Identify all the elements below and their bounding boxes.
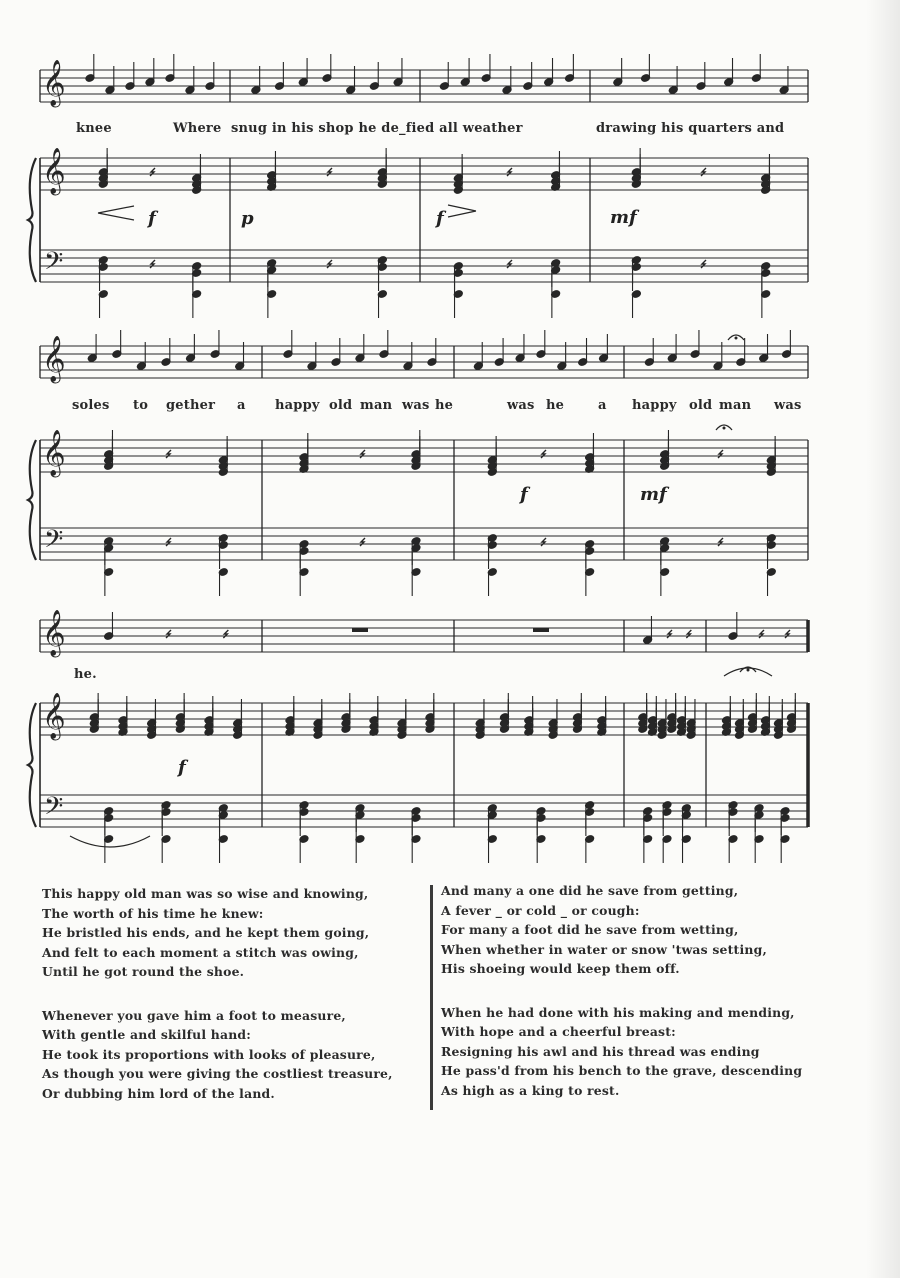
verses-right-column xyxy=(441,881,802,1100)
verse-line: Or dubbing him lord of the land. xyxy=(42,1085,275,1101)
rest-symbol xyxy=(759,630,764,638)
dynamic-mezzo-forte: mf xyxy=(640,484,667,505)
verse-line: Until he got round the shoe. xyxy=(42,964,245,979)
grand-staff-brace xyxy=(28,158,36,282)
rest-symbol xyxy=(785,630,790,638)
dynamic-mezzo-forte: mf xyxy=(610,207,637,228)
verse-line: He took its proportions with looks of pleasure, xyxy=(42,1046,376,1062)
dynamic-forte: f xyxy=(436,208,444,229)
lyric-s2-10: he xyxy=(546,398,565,413)
treble-clef-icon: 𝄞 xyxy=(42,336,66,382)
treble-clef-icon: 𝄞 xyxy=(42,60,66,106)
rest-symbol xyxy=(166,630,171,638)
verse-line: With hope and a cheerful breast: xyxy=(441,1024,676,1039)
verse-line: And felt to each moment a stitch was owing, xyxy=(42,944,359,960)
treble-clef-icon: 𝄞 xyxy=(42,693,66,739)
verse-line: When he had done with his making and mending, xyxy=(441,1004,795,1020)
lyric-s2-0: soles xyxy=(72,398,110,413)
whole-rest xyxy=(352,628,368,632)
verse-line: With gentle and skilful hand: xyxy=(42,1027,252,1042)
lyric-s1-2: snug in his shop he de_fied all weather xyxy=(231,121,523,136)
lyric-s1-1: Where xyxy=(173,121,222,136)
lyric-s2-1: to xyxy=(133,398,149,413)
dynamic-piano: p xyxy=(241,208,254,229)
rest-symbol xyxy=(327,168,332,176)
lyric-s1-3: drawing his quarters and xyxy=(596,121,785,136)
verse-line: Resigning his awl and his thread was ending xyxy=(441,1043,760,1059)
rest-symbol xyxy=(360,450,365,458)
rest-symbol xyxy=(541,450,546,458)
rest-symbol xyxy=(166,450,171,458)
verse-line: As high as a king to rest. xyxy=(441,1082,620,1098)
fermata-dot xyxy=(747,669,750,672)
lyric-s2-5: old xyxy=(329,398,353,413)
treble-clef-icon: 𝄞 xyxy=(42,430,66,476)
lyric-s2-14: man xyxy=(719,398,752,413)
fermata-dot xyxy=(723,427,726,430)
verse-line: As though you were giving the costliest treasure, xyxy=(42,1066,393,1081)
lyric-s2-8: he xyxy=(435,398,454,413)
lyric-s3-0: he. xyxy=(74,667,97,682)
verses-left-column xyxy=(42,884,393,1103)
rest-symbol xyxy=(667,630,672,638)
rest-symbol xyxy=(686,630,691,638)
dynamic-forte: f xyxy=(148,208,156,229)
verse-line: His shoeing would keep them off. xyxy=(441,961,680,976)
grand-staff-brace xyxy=(28,440,36,560)
treble-clef-icon: 𝄞 xyxy=(42,610,66,656)
verse-column-divider xyxy=(430,885,433,1110)
lyric-s2-12: happy xyxy=(632,398,677,413)
dynamic-forte: f xyxy=(178,757,186,778)
rest-symbol xyxy=(223,630,228,638)
verse-line: A fever _ or cold _ or cough: xyxy=(441,902,640,918)
verse-line: He pass'd from his bench to the grave, descending xyxy=(441,1063,803,1078)
rest-symbol xyxy=(701,260,706,268)
lyric-s2-7: was xyxy=(402,398,430,413)
bass-clef-icon: 𝄢 xyxy=(44,525,64,560)
grand-staff-brace xyxy=(28,703,36,827)
decrescendo-hairpin xyxy=(448,205,476,217)
verse-line: And many a one did he save from getting, xyxy=(441,883,739,898)
lyric-s2-15: was xyxy=(774,398,802,413)
verse-line: For many a foot did he save from wetting, xyxy=(441,922,739,937)
lyric-s2-2: gether xyxy=(166,398,216,413)
rest-symbol xyxy=(701,168,706,176)
rest-symbol xyxy=(150,168,155,176)
rest-symbol xyxy=(718,450,723,458)
verse-line: Whenever you gave him a foot to measure, xyxy=(42,1007,346,1023)
treble-clef-icon: 𝄞 xyxy=(42,148,66,194)
rest-symbol xyxy=(360,538,365,546)
rest-symbol xyxy=(507,260,512,268)
dynamic-forte: f xyxy=(520,484,528,505)
lyric-s2-6: man xyxy=(360,398,393,413)
rest-symbol xyxy=(507,168,512,176)
lyric-s2-13: old xyxy=(689,398,713,413)
rest-symbol xyxy=(166,538,171,546)
fermata-dot xyxy=(735,337,738,340)
rest-symbol xyxy=(150,260,155,268)
rest-symbol xyxy=(541,538,546,546)
verse-line: The worth of his time he knew: xyxy=(42,905,264,921)
lyric-s2-11: a xyxy=(598,398,607,413)
whole-rest xyxy=(533,628,549,632)
verse-line: This happy old man was so wise and knowing, xyxy=(42,886,369,901)
verse-line: When whether in water or snow 'twas setting, xyxy=(441,941,767,957)
bass-clef-icon: 𝄢 xyxy=(44,247,64,282)
verse-line: He bristled his ends, and he kept them going, xyxy=(42,925,370,940)
lyric-s2-3: a xyxy=(237,398,246,413)
rest-symbol xyxy=(327,260,332,268)
bass-clef-icon: 𝄢 xyxy=(44,792,64,827)
lyric-s2-9: was xyxy=(507,398,535,413)
lyric-s1-0: knee xyxy=(76,121,112,136)
lyric-s2-4: happy xyxy=(275,398,320,413)
rest-symbol xyxy=(718,538,723,546)
crescendo-hairpin xyxy=(98,206,134,220)
